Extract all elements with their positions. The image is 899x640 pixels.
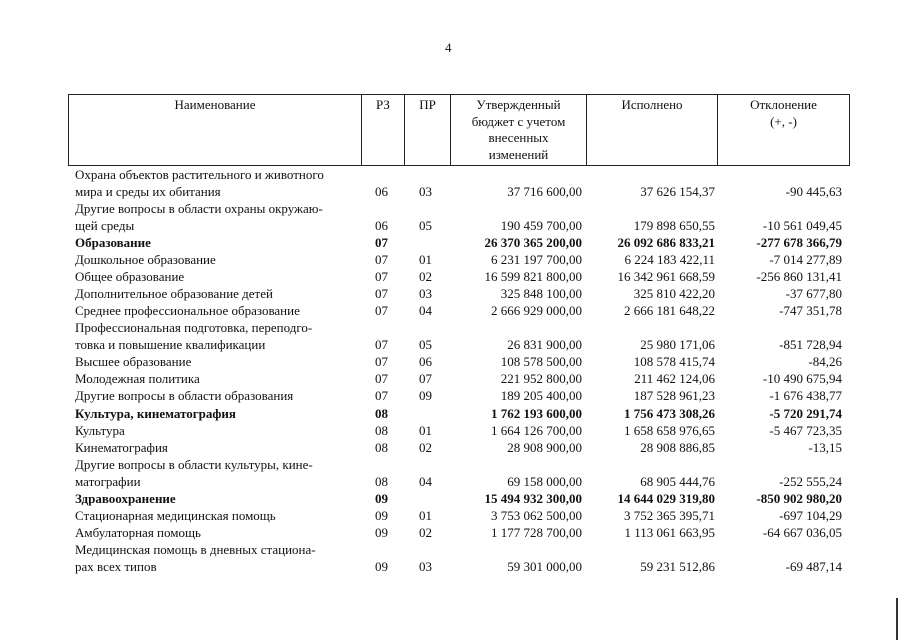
scan-edge-mark — [896, 598, 898, 640]
row-name: Другие вопросы в области культуры, кине- матографии — [75, 457, 313, 489]
row-rz: 08 — [375, 406, 388, 421]
row-budget: 325 848 100,00 — [500, 286, 582, 301]
row-rz: 08 — [375, 440, 388, 455]
row-budget: 6 231 197 700,00 — [491, 252, 582, 267]
row-pr: 01 — [419, 508, 432, 523]
row-name: Амбулаторная помощь — [75, 525, 201, 540]
row-pr: 03 — [419, 286, 432, 301]
row-done: 179 898 650,55 — [633, 218, 715, 233]
header-name: Наименование — [174, 97, 256, 112]
row-deviation: -277 678 366,79 — [756, 235, 842, 250]
row-done: 14 644 029 319,80 — [617, 491, 715, 506]
row-deviation: -90 445,63 — [785, 184, 842, 199]
row-done: 2 666 181 648,22 — [624, 303, 715, 318]
row-done: 1 113 061 663,95 — [624, 525, 715, 540]
row-deviation: -10 490 675,94 — [762, 371, 842, 386]
row-budget: 26 831 900,00 — [507, 337, 582, 352]
row-name: Профессиональная подготовка, переподго- товка и повышение квалификации — [75, 320, 313, 352]
row-name: Высшее образование — [75, 354, 192, 369]
header-done: Исполнено — [621, 97, 683, 112]
header-budget-line: Утвержденный — [476, 97, 561, 112]
row-name: Стационарная медицинская помощь — [75, 508, 276, 523]
row-budget: 69 158 000,00 — [507, 474, 582, 489]
row-rz: 08 — [375, 423, 388, 438]
row-deviation: -7 014 277,89 — [769, 252, 842, 267]
row-deviation: -37 677,80 — [785, 286, 842, 301]
row-name: Дополнительное образование детей — [75, 286, 273, 301]
header-budget-line: внесенных — [488, 130, 549, 145]
row-name: Культура, кинематография — [75, 406, 236, 421]
row-pr: 06 — [419, 354, 432, 369]
row-budget: 190 459 700,00 — [500, 218, 582, 233]
row-name: Культура — [75, 423, 125, 438]
table-header-border-right — [849, 94, 850, 166]
row-done: 59 231 512,86 — [640, 559, 715, 574]
row-budget: 1 664 126 700,00 — [491, 423, 582, 438]
row-pr: 02 — [419, 269, 432, 284]
row-done: 108 578 415,74 — [633, 354, 715, 369]
row-name: Общее образование — [75, 269, 185, 284]
row-deviation: -747 351,78 — [779, 303, 842, 318]
row-pr: 05 — [419, 337, 432, 352]
header-rz: РЗ — [376, 97, 390, 112]
row-done: 25 980 171,06 — [640, 337, 715, 352]
row-name: Другие вопросы в области образования — [75, 388, 294, 403]
row-done: 187 528 961,23 — [633, 388, 715, 403]
row-deviation: -1 676 438,77 — [769, 388, 842, 403]
row-rz: 07 — [375, 303, 388, 318]
row-pr: 09 — [419, 388, 432, 403]
row-pr: 05 — [419, 218, 432, 233]
row-pr: 04 — [419, 303, 432, 318]
row-deviation: -697 104,29 — [779, 508, 842, 523]
row-name: Медицинская помощь в дневных стациона- рах всех типов — [75, 542, 316, 574]
row-rz: 08 — [375, 474, 388, 489]
row-budget: 28 908 900,00 — [507, 440, 582, 455]
row-done: 16 342 961 668,59 — [617, 269, 715, 284]
row-deviation: -13,15 — [808, 440, 842, 455]
table-header-border-top — [68, 94, 850, 95]
row-rz: 07 — [375, 252, 388, 267]
row-name: Здравоохранение — [75, 491, 176, 506]
row-budget: 16 599 821 800,00 — [484, 269, 582, 284]
page-number: 4 — [445, 40, 452, 55]
row-budget: 108 578 500,00 — [500, 354, 582, 369]
row-done: 28 908 886,85 — [640, 440, 715, 455]
row-rz: 09 — [375, 525, 388, 540]
row-deviation: -10 561 049,45 — [762, 218, 842, 233]
row-rz: 09 — [375, 491, 388, 506]
row-rz: 09 — [375, 508, 388, 523]
row-deviation: -850 902 980,20 — [756, 491, 842, 506]
row-done: 26 092 686 833,21 — [617, 235, 715, 250]
row-name: Образование — [75, 235, 151, 250]
row-pr: 01 — [419, 423, 432, 438]
row-pr: 04 — [419, 474, 432, 489]
header-budget-line: бюджет с учетом — [471, 113, 566, 129]
row-rz: 06 — [375, 184, 388, 199]
row-deviation: -5 467 723,35 — [769, 423, 842, 438]
header-budget — [451, 97, 586, 163]
row-rz: 07 — [375, 354, 388, 369]
row-pr: 02 — [419, 525, 432, 540]
row-done: 68 905 444,76 — [640, 474, 715, 489]
header-budget-line: изменений — [488, 146, 549, 162]
row-deviation: -256 860 131,41 — [756, 269, 842, 284]
row-budget: 59 301 000,00 — [507, 559, 582, 574]
row-deviation: -5 720 291,74 — [769, 406, 842, 421]
row-pr: 07 — [419, 371, 432, 386]
row-rz: 07 — [375, 269, 388, 284]
header-deviation-line: (+, -) — [770, 113, 797, 129]
row-name: Дошкольное образование — [75, 252, 216, 267]
row-rz: 07 — [375, 371, 388, 386]
row-done: 1 658 658 976,65 — [624, 423, 715, 438]
row-name: Охрана объектов растительного и животного мира и среды их обитания — [75, 167, 324, 199]
row-pr: 03 — [419, 184, 432, 199]
row-name: Другие вопросы в области охраны окружаю- щей среды — [75, 201, 323, 233]
row-rz: 07 — [375, 337, 388, 352]
row-rz: 07 — [375, 388, 388, 403]
row-deviation: -252 555,24 — [779, 474, 842, 489]
row-deviation: -64 667 036,05 — [762, 525, 842, 540]
row-budget: 1 177 728 700,00 — [491, 525, 582, 540]
row-rz: 07 — [375, 235, 388, 250]
row-done: 3 752 365 395,71 — [624, 508, 715, 523]
row-pr: 02 — [419, 440, 432, 455]
row-budget: 221 952 800,00 — [500, 371, 582, 386]
row-budget: 3 753 062 500,00 — [491, 508, 582, 523]
row-name: Молодежная политика — [75, 371, 200, 386]
row-done: 211 462 124,06 — [634, 371, 715, 386]
row-rz: 09 — [375, 559, 388, 574]
row-pr: 03 — [419, 559, 432, 574]
row-done: 1 756 473 308,26 — [624, 406, 715, 421]
header-deviation-line: Отклонение — [750, 97, 817, 112]
row-deviation: -851 728,94 — [779, 337, 842, 352]
row-budget: 2 666 929 000,00 — [491, 303, 582, 318]
row-budget: 15 494 932 300,00 — [484, 491, 582, 506]
row-budget: 37 716 600,00 — [507, 184, 582, 199]
row-pr: 01 — [419, 252, 432, 267]
row-done: 325 810 422,20 — [633, 286, 715, 301]
row-deviation: -84,26 — [808, 354, 842, 369]
row-budget: 189 205 400,00 — [500, 388, 582, 403]
row-deviation: -69 487,14 — [785, 559, 842, 574]
row-budget: 26 370 365 200,00 — [484, 235, 582, 250]
row-name: Кинематография — [75, 440, 168, 455]
row-budget: 1 762 193 600,00 — [491, 406, 582, 421]
header-deviation — [718, 97, 849, 130]
header-pr: ПР — [419, 97, 436, 112]
row-rz: 06 — [375, 218, 388, 233]
row-done: 6 224 183 422,11 — [624, 252, 715, 267]
row-rz: 07 — [375, 286, 388, 301]
row-done: 37 626 154,37 — [640, 184, 715, 199]
row-name: Среднее профессиональное образование — [75, 303, 300, 318]
